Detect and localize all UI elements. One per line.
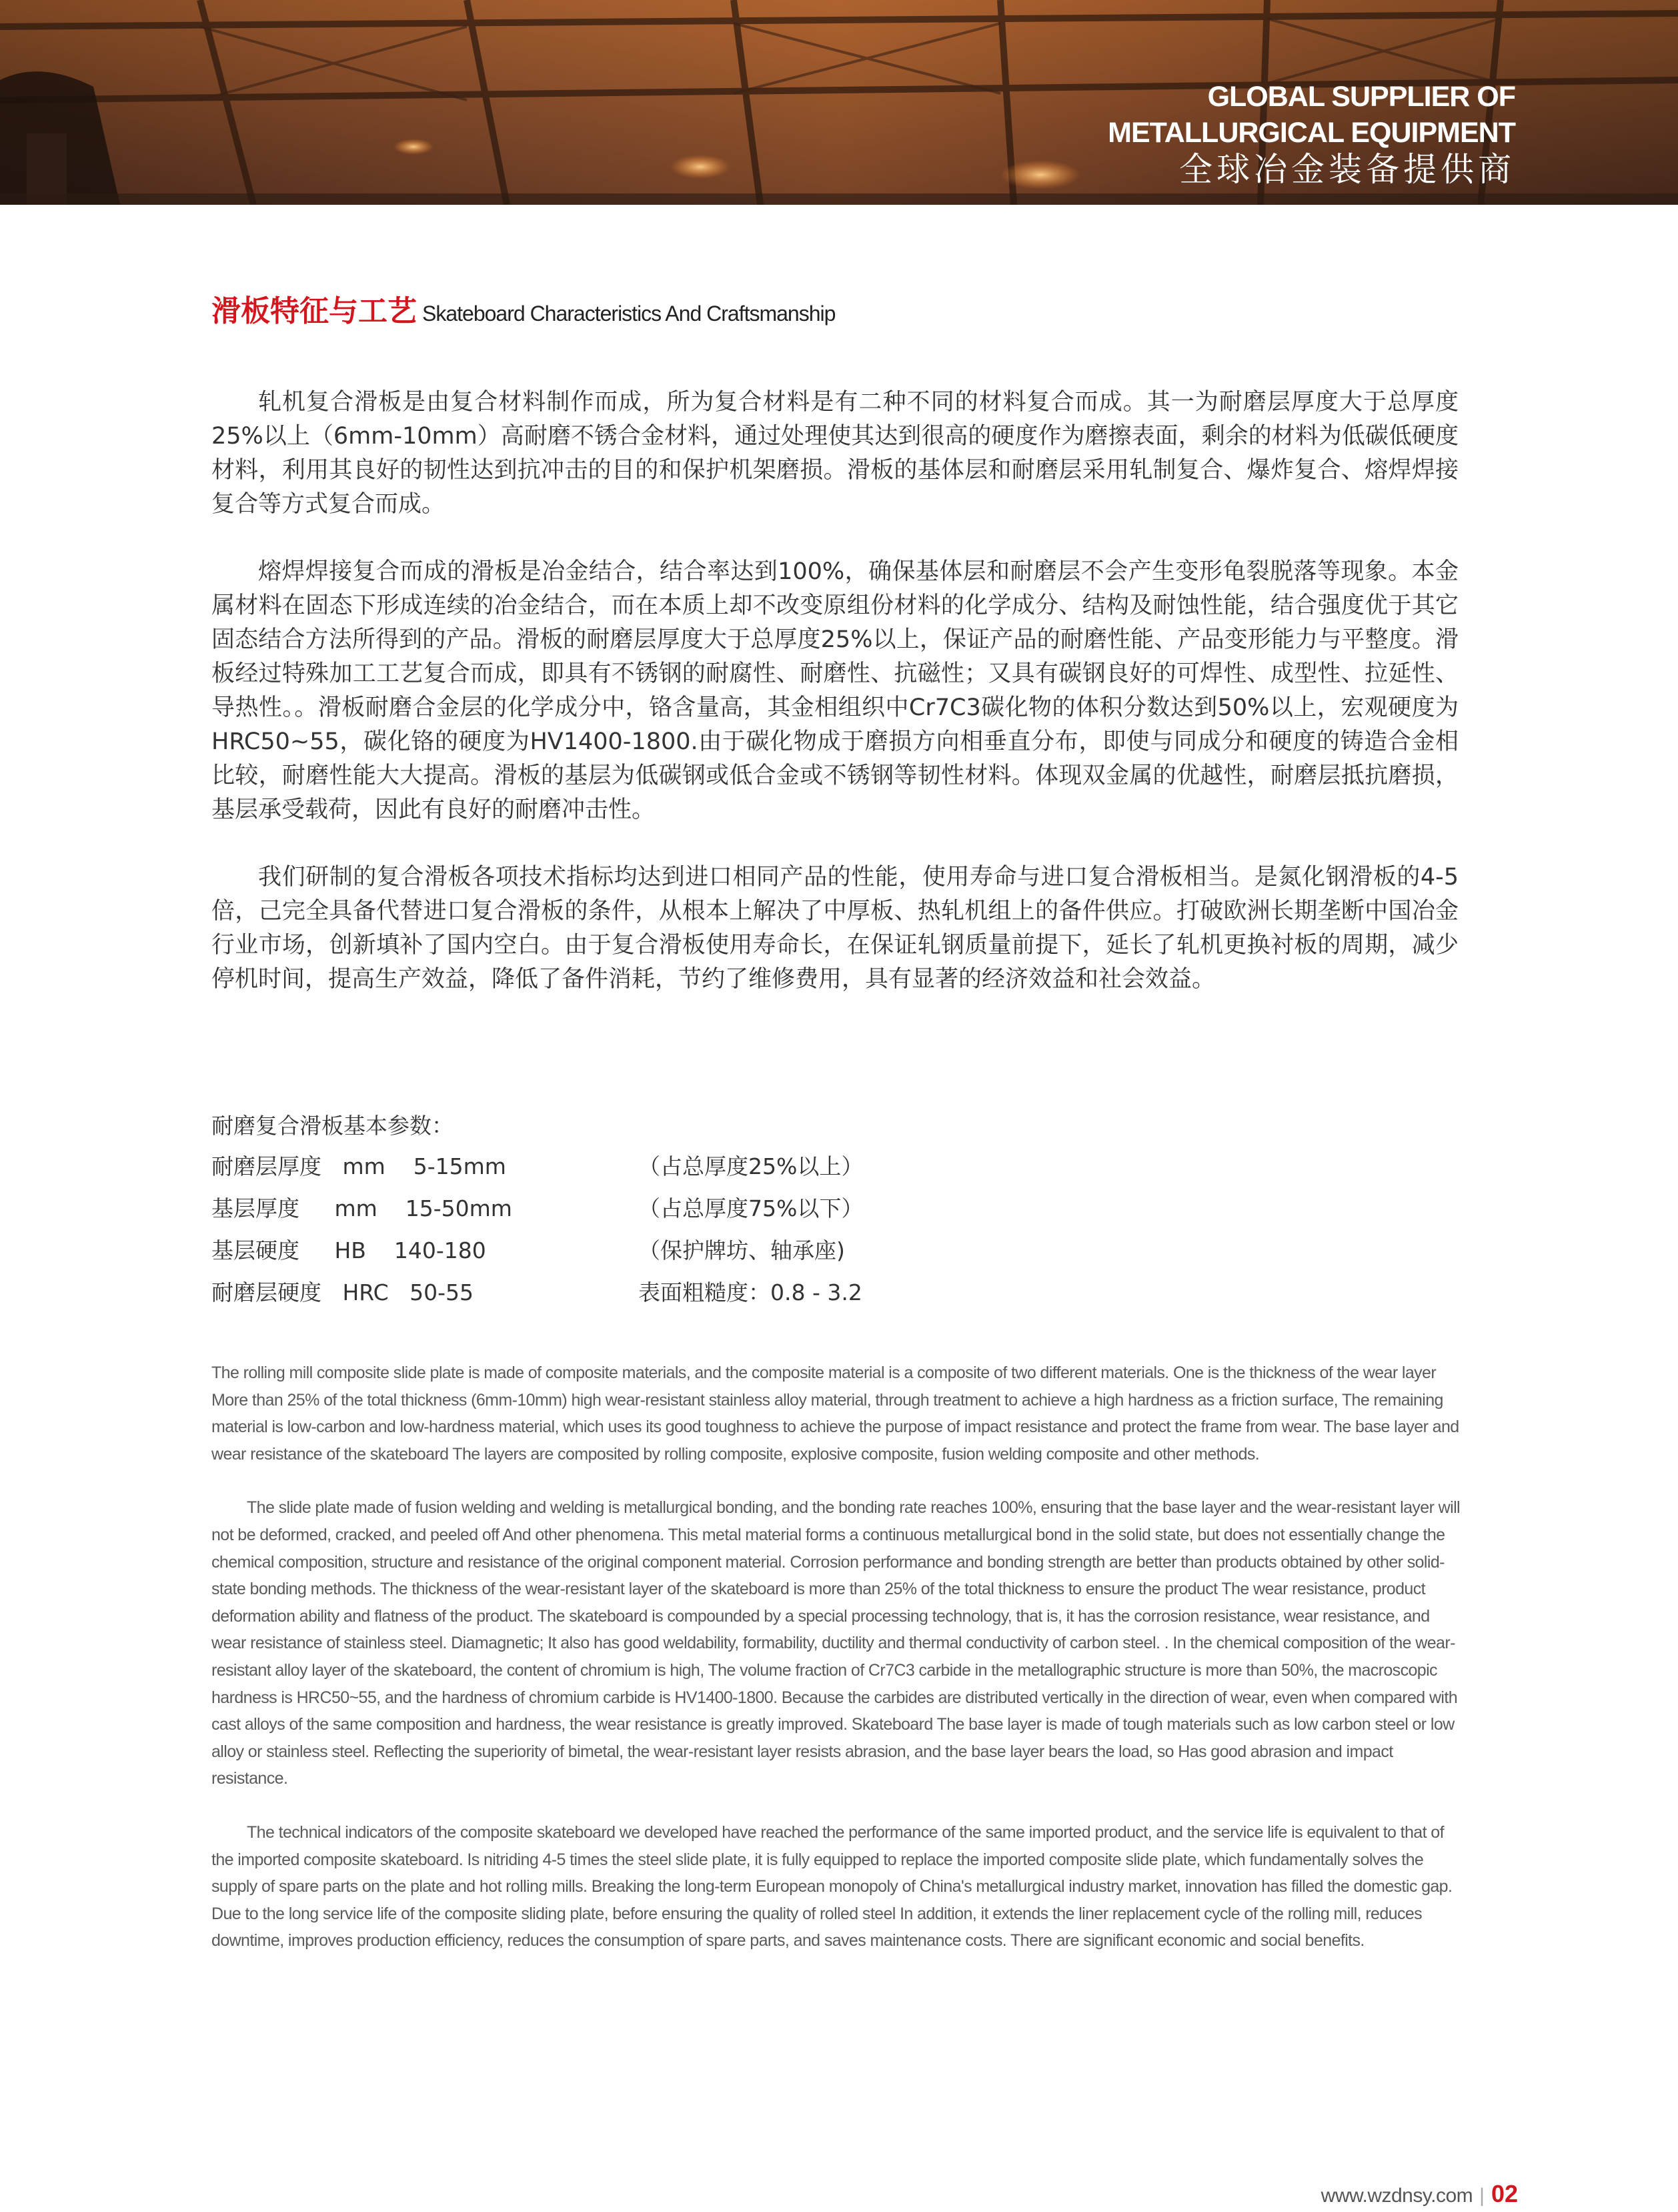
en-paragraph: The slide plate made of fusion welding and welding is metallurgical bonding, and the bonding rate reaches 100%, ensuring that the base layer and the wear-resistant layer will not be deformed, cracked, and peeled off And other phenomena. This metal material forms a continuous metallurgical bond in the solid state, but does not essentially change the chemical composition, structure and resistance of the original component material. Corrosion performance and bonding strength are better than products obtained by other solid-state bonding methods. The thickness of the wear-resistant layer of the skateboard is more than 25% of the total thickness to ensure the product The wear resistance, product deformation ability and flatness of the product. The skateboard is compounded by a special processing technology, that is, it has the corrosion resistance, wear resistance, and wear resistance of stainless steel. Diamagnetic; It also has good weldability, formability, ductility and thermal conductivity of carbon steel. . In the chemical composition of the wear-resistant alloy layer of the skateboard, the content of chromium is high, The volume fraction of Cr7C3 carbide in the metallographic structure is more than 50%, the macroscopic hardness is HRC50~55, and the hardness of chromium carbide is HV1400-1800. Because the carbides are distributed vertically in the direction of wear, even when compared with cast alloys of the same composition and hardness, the wear resistance is greatly improved. Skateboard The base layer is made of tough materials such as low carbon steel or low alloy or stainless steel. Reflecting the superiority of bimetal, the wear-resistant layer resists abrasion, and the base layer bears the load, so Has good abrasion and impact resistance. <box>211 1498 1460 1788</box>
param-note: （保护牌坊、轴承座) <box>638 1237 845 1263</box>
param-note: 表面粗糙度：0.8 - 3.2 <box>638 1279 862 1305</box>
english-body <box>211 1359 1465 1981</box>
page-footer <box>1321 2180 1518 2208</box>
param-value: 基层硬度 HB 140-180 <box>211 1237 486 1263</box>
param-value: 基层厚度 mm 15-50mm <box>211 1195 512 1221</box>
params-title: 耐磨复合滑板基本参数： <box>211 1113 454 1139</box>
header-banner <box>0 0 1678 205</box>
cn-paragraph: 我们研制的复合滑板各项技术指标均达到进口相同产品的性能，使用寿命与进口复合滑板相当。是氮化钢滑板的4-5倍，己完全具备代替进口复合滑板的条件，从根本上解决了中厚板、热轧机组上的备件供应。打破欧洲长期垄断中国冶金行业市场，创新填补了国内空白。由于复合滑板使用寿命长，在保证轧钢质量前提下，延长了轧机更换衬板的周期，减少停机时间，提高生产效益，降低了备件消耗，节约了维修费用，具有显著的经济效益和社会效益。 <box>211 864 1459 993</box>
cn-paragraph: 熔焊焊接复合而成的滑板是冶金结合，结合率达到100%，确保基体层和耐磨层不会产生变形龟裂脱落等现象。本金属材料在固态下形成连续的冶金结合，而在本质上却不改变原组份材料的化学成分、结构及耐蚀性能，结合强度优于其它固态结合方法所得到的产品。滑板的耐磨层厚度大于总厚度25%以上，保证产品的耐磨性能、产品变形能力与平整度。滑板经过特殊加工工艺复合而成，即具有不锈钢的耐腐性、耐磨性、抗磁性；又具有碳钢良好的可焊性、成型性、拉延性、导热性。。滑板耐磨合金层的化学成分中，铬含量高，其金相组织中Cr7C3碳化物的体积分数达到50%以上，宏观硬度为HRC50~55，碳化铬的硬度为HV1400-1800.由于碳化物成于磨损方向相垂直分布，即使与同成分和硬度的铸造合金相比较，耐磨性能大大提高。滑板的基层为低碳钢或低合金或不锈钢等韧性材料。体现双金属的优越性，耐磨层抵抗磨损，基层承受载荷，因此有良好的耐磨冲击性。 <box>211 558 1459 823</box>
params-row <box>211 1149 864 1191</box>
section-title-cn: 滑板特征与工艺 <box>211 294 417 328</box>
section-title <box>211 287 835 330</box>
param-value: 耐磨层硬度 HRC 50-55 <box>211 1279 474 1305</box>
banner-slogan <box>1108 79 1515 189</box>
params-table <box>211 1149 864 1317</box>
banner-slogan-cn: 全球冶金装备提供商 <box>1179 150 1515 189</box>
en-paragraph: The technical indicators of the composite skateboard we developed have reached the performance of the same imported product, and the service life is equivalent to that of the imported composite skateboard. Is nitriding 4-5 times the steel slide plate, it is fully equipped to replace the imported composite slide plate, which fundamentally solves the supply of spare parts on the plate and hot rolling mills. Breaking the long-term European monopoly of China's metallurgical industry market, innovation has filled the domestic gap. Due to the long service life of the composite sliding plate, before ensuring the quality of rolled steel In addition, it extends the liner replacement cycle of the rolling mill, reduces downtime, improves production efficiency, reduces the consumption of spare parts, and saves maintenance costs. There are significant economic and social benefits. <box>211 1822 1453 1951</box>
en-paragraph: The rolling mill composite slide plate is made of composite materials, and the composite material is a composite of two different materials. One is the thickness of the wear layer More than 25% of the total thickness (6mm-10mm) high wear-resistant stainless alloy material, through treatment to achieve a high hardness as a friction surface, The remaining material is low-carbon and low-hardness material, which uses its good toughness to achieve the purpose of impact resistance and protect the frame from wear. The base layer and wear resistance of the skateboard The layers are composited by rolling composite, explosive composite, fusion welding composite and other methods. <box>211 1363 1459 1464</box>
cn-paragraph: 轧机复合滑板是由复合材料制作而成，所为复合材料是有二种不同的材料复合而成。其一为耐磨层厚度大于总厚度25%以上（6mm-10mm）高耐磨不锈合金材料，通过处理使其达到很高的硬度作为磨擦表面，剩余的材料为低碳低硬度材料，利用其良好的韧性达到抗冲击的目的和保护机架磨损。滑板的基体层和耐磨层采用轧制复合、爆炸复合、熔焊焊接复合等方式复合而成。 <box>211 389 1459 518</box>
chinese-body <box>211 386 1459 1030</box>
params-row <box>211 1191 864 1233</box>
section-title-en: Skateboard Characteristics And Craftsmanship <box>422 302 836 326</box>
params-row <box>211 1233 845 1275</box>
page-number: 02 <box>1491 2180 1518 2207</box>
footer-separator: | <box>1479 2185 1485 2207</box>
params-row <box>211 1275 862 1317</box>
param-value: 耐磨层厚度 mm 5-15mm <box>211 1153 506 1179</box>
website-link[interactable]: www.wzdnsy.com <box>1321 2185 1473 2207</box>
banner-slogan-en-line1: GLOBAL SUPPLIER OF <box>1207 81 1515 113</box>
param-note: （占总厚度25%以上） <box>638 1153 864 1179</box>
param-note: （占总厚度75%以下） <box>638 1195 864 1221</box>
banner-slogan-en-line2: METALLURGICAL EQUIPMENT <box>1108 117 1515 149</box>
